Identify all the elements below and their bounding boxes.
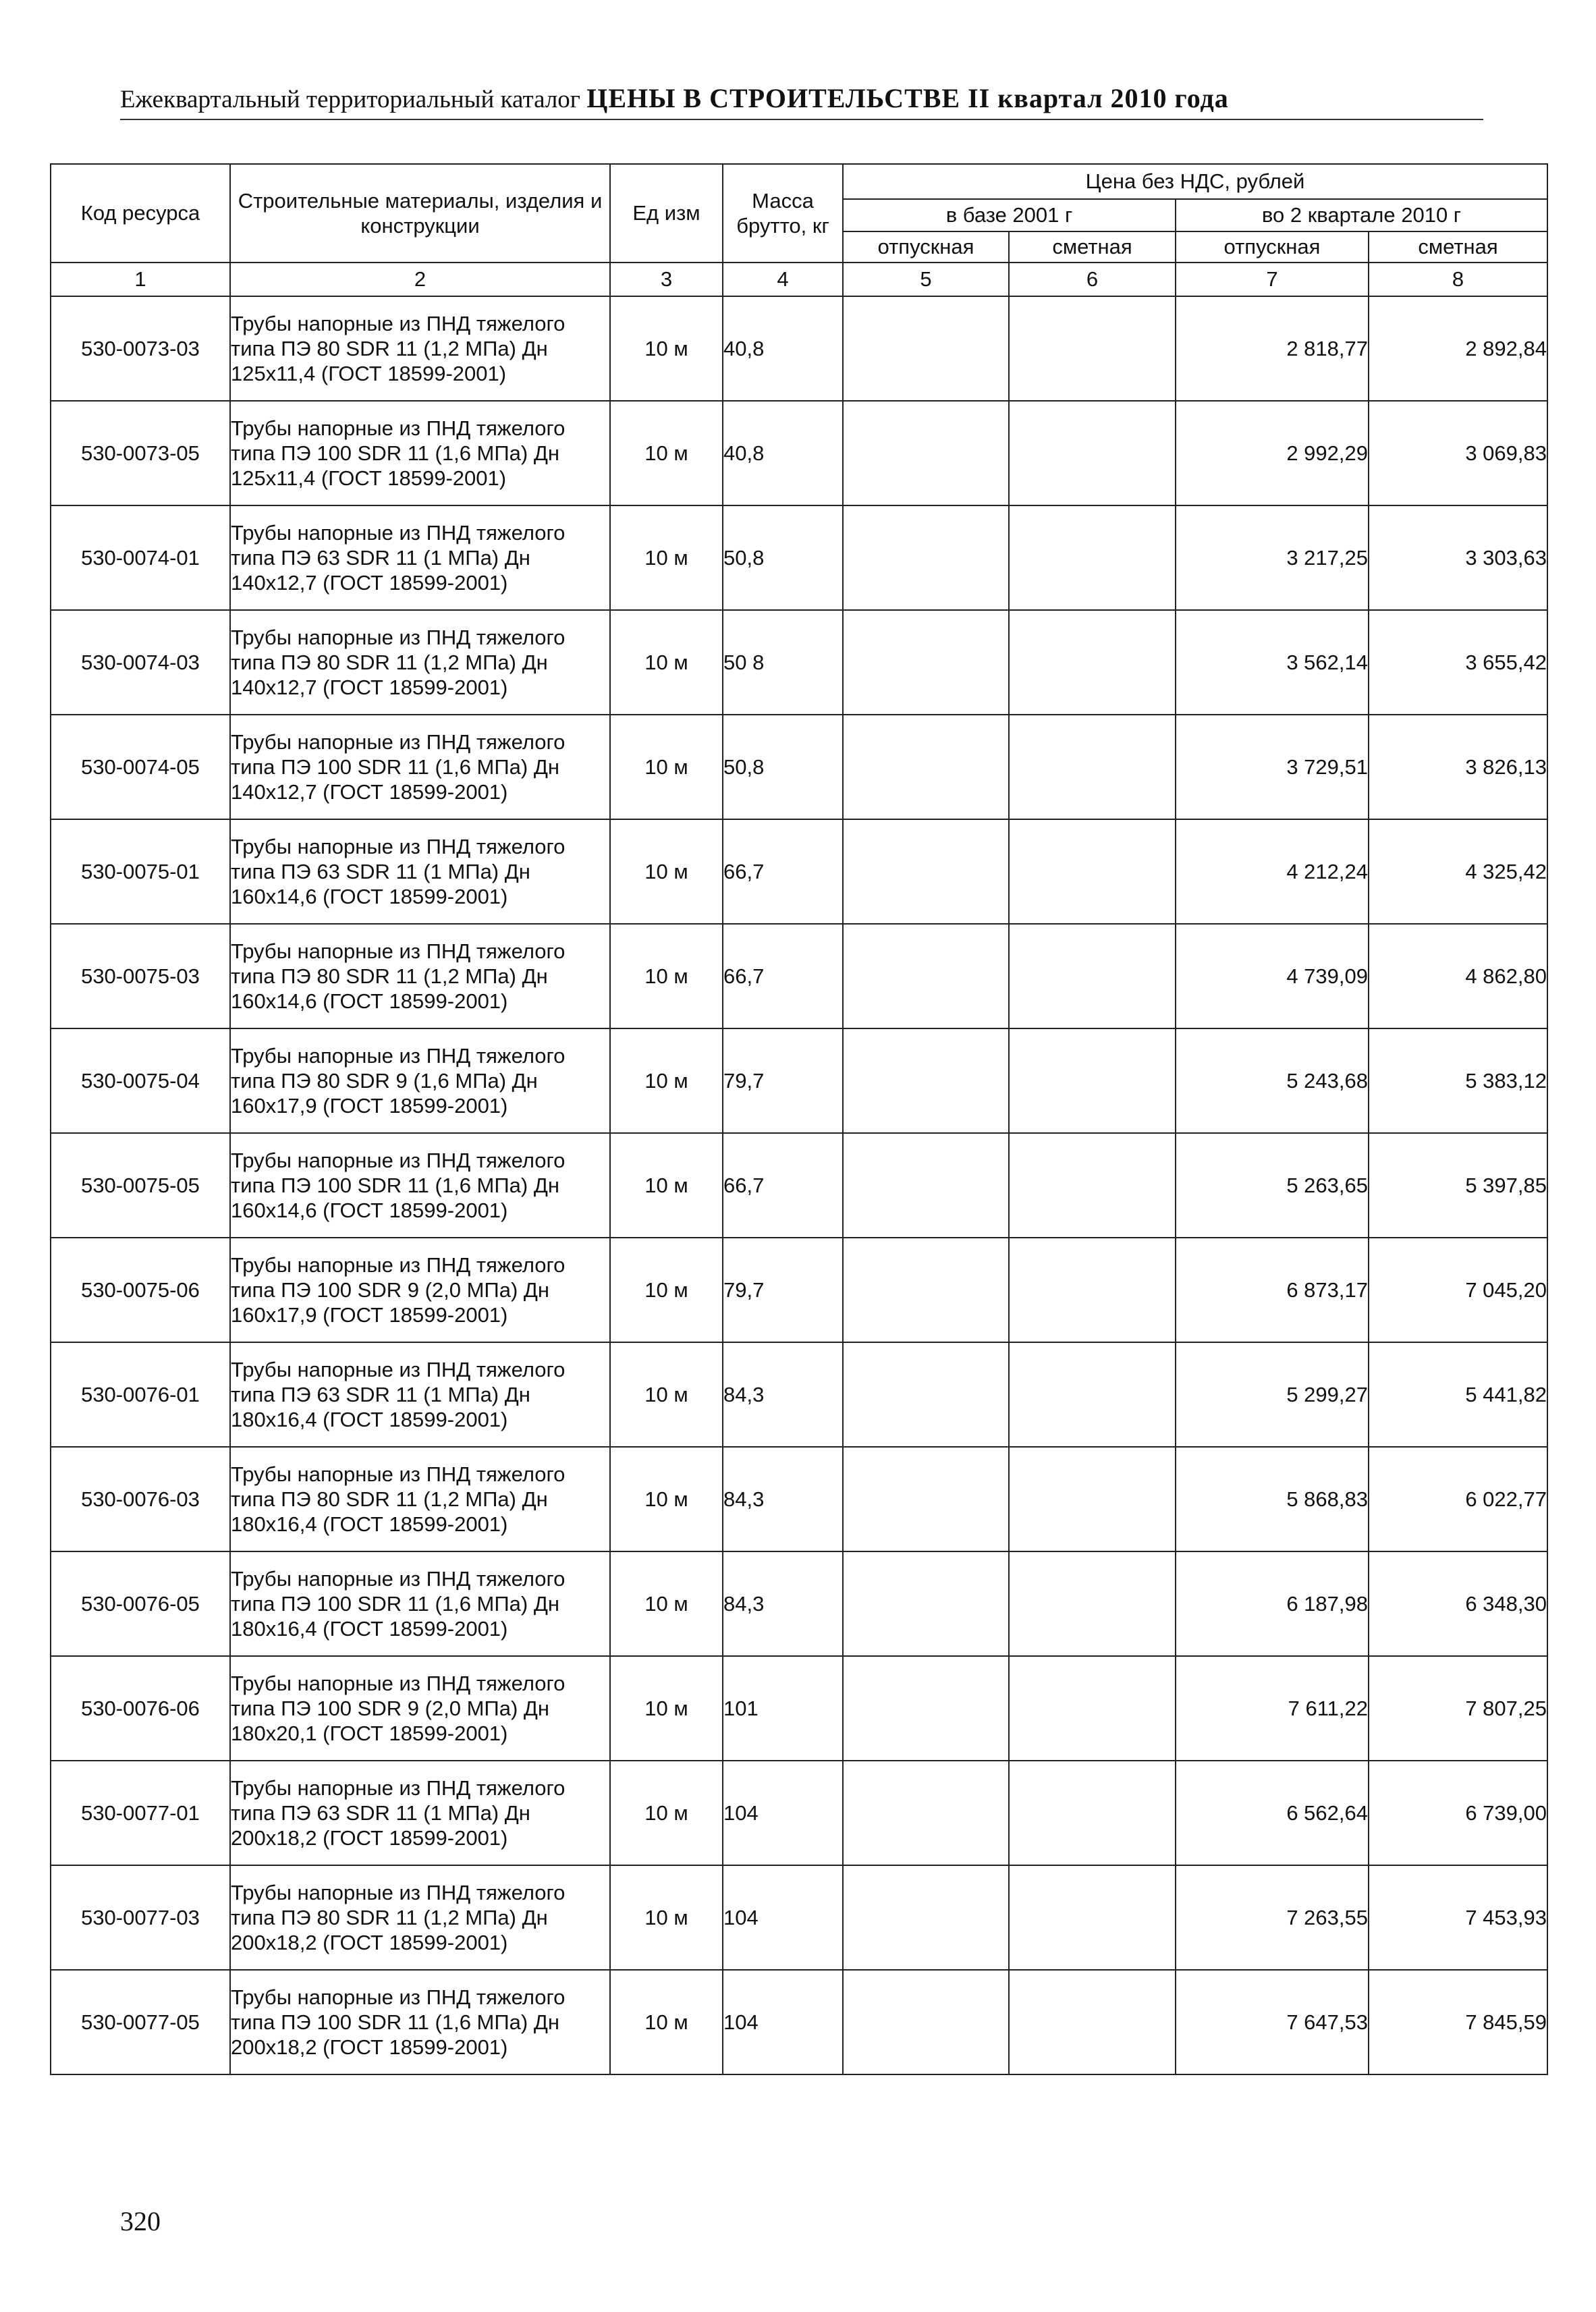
gross-mass: 101 <box>723 1656 843 1761</box>
resource-code: 530-0075-03 <box>51 924 230 1028</box>
resource-code: 530-0075-05 <box>51 1133 230 1238</box>
base-release-price <box>843 715 1009 819</box>
base-release-price <box>843 1761 1009 1865</box>
unit: 10 м <box>610 1970 723 2074</box>
catalog-title: Ежеквартальный территориальный каталог <box>120 86 580 113</box>
column-number: 3 <box>610 263 723 296</box>
resource-code: 530-0075-04 <box>51 1028 230 1133</box>
unit: 10 м <box>610 924 723 1028</box>
header-name: Строительные материалы, изделия и конструкции <box>230 164 610 263</box>
resource-code: 530-0074-01 <box>51 505 230 610</box>
unit: 10 м <box>610 1447 723 1551</box>
q2-estimate-price: 7 453,93 <box>1369 1865 1547 1970</box>
base-estimate-price <box>1009 1970 1176 2074</box>
header-base-release: отпускная <box>843 231 1009 263</box>
header-base-2001: в базе 2001 г <box>843 199 1176 231</box>
material-name: Трубы напорные из ПНД тяжелого типа ПЭ 63 SDR 11 (1 МПа) Дн 180х16,4 (ГОСТ 18599-2001) <box>230 1342 610 1447</box>
unit: 10 м <box>610 505 723 610</box>
column-number: 8 <box>1369 263 1547 296</box>
material-name: Трубы напорные из ПНД тяжелого типа ПЭ 80 SDR 11 (1,2 МПа) Дн 125х11,4 (ГОСТ 18599-2001) <box>230 296 610 401</box>
gross-mass: 40,8 <box>723 401 843 505</box>
material-name: Трубы напорные из ПНД тяжелого типа ПЭ 100 SDR 9 (2,0 МПа) Дн 180х20,1 (ГОСТ 18599-2001) <box>230 1656 610 1761</box>
table-row <box>51 819 1547 924</box>
base-estimate-price <box>1009 1656 1176 1761</box>
gross-mass: 84,3 <box>723 1447 843 1551</box>
header-unit: Ед изм <box>610 164 723 263</box>
table-row <box>51 1028 1547 1133</box>
resource-code: 530-0074-05 <box>51 715 230 819</box>
q2-estimate-price: 3 655,42 <box>1369 610 1547 715</box>
table-row <box>51 1656 1547 1761</box>
base-release-price <box>843 610 1009 715</box>
table-row <box>51 1865 1547 1970</box>
material-name: Трубы напорные из ПНД тяжелого типа ПЭ 100 SDR 11 (1,6 МПа) Дн 200х18,2 (ГОСТ 18599-2001) <box>230 1970 610 2074</box>
base-estimate-price <box>1009 401 1176 505</box>
base-estimate-price <box>1009 296 1176 401</box>
q2-estimate-price: 2 892,84 <box>1369 296 1547 401</box>
q2-release-price: 4 212,24 <box>1176 819 1369 924</box>
material-name: Трубы напорные из ПНД тяжелого типа ПЭ 80 SDR 11 (1,2 МПа) Дн 160х14,6 (ГОСТ 18599-2001) <box>230 924 610 1028</box>
table-row <box>51 1447 1547 1551</box>
base-release-price <box>843 1342 1009 1447</box>
gross-mass: 66,7 <box>723 924 843 1028</box>
table-row <box>51 715 1547 819</box>
q2-release-price: 6 873,17 <box>1176 1238 1369 1342</box>
base-estimate-price <box>1009 610 1176 715</box>
material-name: Трубы напорные из ПНД тяжелого типа ПЭ 63 SDR 11 (1 МПа) Дн 160х14,6 (ГОСТ 18599-2001) <box>230 819 610 924</box>
q2-release-price: 5 243,68 <box>1176 1028 1369 1133</box>
base-estimate-price <box>1009 924 1176 1028</box>
gross-mass: 66,7 <box>723 1133 843 1238</box>
q2-estimate-price: 3 069,83 <box>1369 401 1547 505</box>
material-name: Трубы напорные из ПНД тяжелого типа ПЭ 80 SDR 9 (1,6 МПа) Дн 160х17,9 (ГОСТ 18599-2001) <box>230 1028 610 1133</box>
resource-code: 530-0076-05 <box>51 1551 230 1656</box>
table-row <box>51 296 1547 401</box>
unit: 10 м <box>610 715 723 819</box>
unit: 10 м <box>610 1551 723 1656</box>
q2-estimate-price: 6 348,30 <box>1369 1551 1547 1656</box>
base-release-price <box>843 1970 1009 2074</box>
header-q2-estimate: сметная <box>1369 231 1547 263</box>
q2-estimate-price: 7 845,59 <box>1369 1970 1547 2074</box>
base-estimate-price <box>1009 1342 1176 1447</box>
q2-estimate-price: 6 739,00 <box>1369 1761 1547 1865</box>
unit: 10 м <box>610 296 723 401</box>
table-row <box>51 1761 1547 1865</box>
material-name: Трубы напорные из ПНД тяжелого типа ПЭ 80 SDR 11 (1,2 МПа) Дн 180х16,4 (ГОСТ 18599-2001) <box>230 1447 610 1551</box>
q2-estimate-price: 3 826,13 <box>1369 715 1547 819</box>
gross-mass: 50,8 <box>723 715 843 819</box>
column-number: 6 <box>1009 263 1176 296</box>
base-estimate-price <box>1009 505 1176 610</box>
table-row <box>51 1133 1547 1238</box>
q2-release-price: 7 611,22 <box>1176 1656 1369 1761</box>
base-release-price <box>843 1447 1009 1551</box>
gross-mass: 104 <box>723 1761 843 1865</box>
resource-code: 530-0076-06 <box>51 1656 230 1761</box>
base-release-price <box>843 1238 1009 1342</box>
table-row <box>51 505 1547 610</box>
q2-release-price: 4 739,09 <box>1176 924 1369 1028</box>
base-estimate-price <box>1009 1761 1176 1865</box>
unit: 10 м <box>610 819 723 924</box>
unit: 10 м <box>610 1656 723 1761</box>
base-release-price <box>843 401 1009 505</box>
resource-code: 530-0074-03 <box>51 610 230 715</box>
base-release-price <box>843 505 1009 610</box>
header-price: Цена без НДС, рублей <box>843 164 1547 199</box>
gross-mass: 104 <box>723 1865 843 1970</box>
column-number: 5 <box>843 263 1009 296</box>
base-estimate-price <box>1009 1447 1176 1551</box>
table-row <box>51 924 1547 1028</box>
q2-release-price: 2 992,29 <box>1176 401 1369 505</box>
resource-code: 530-0073-03 <box>51 296 230 401</box>
base-estimate-price <box>1009 1865 1176 1970</box>
material-name: Трубы напорные из ПНД тяжелого типа ПЭ 63 SDR 11 (1 МПа) Дн 200х18,2 (ГОСТ 18599-2001) <box>230 1761 610 1865</box>
base-estimate-price <box>1009 1133 1176 1238</box>
header-base-estimate: сметная <box>1009 231 1176 263</box>
q2-release-price: 6 187,98 <box>1176 1551 1369 1656</box>
table-row <box>51 1551 1547 1656</box>
column-number: 4 <box>723 263 843 296</box>
header-mass: Масса брутто, кг <box>723 164 843 263</box>
header-q2-release: отпускная <box>1176 231 1369 263</box>
column-number-row <box>51 263 1547 296</box>
unit: 10 м <box>610 1761 723 1865</box>
resource-code: 530-0076-03 <box>51 1447 230 1551</box>
base-release-price <box>843 1028 1009 1133</box>
unit: 10 м <box>610 1865 723 1970</box>
base-release-price <box>843 1656 1009 1761</box>
column-number: 7 <box>1176 263 1369 296</box>
page-number: 320 <box>120 2206 161 2236</box>
material-name: Трубы напорные из ПНД тяжелого типа ПЭ 100 SDR 11 (1,6 МПа) Дн 140х12,7 (ГОСТ 18599-2001) <box>230 715 610 819</box>
material-name: Трубы напорные из ПНД тяжелого типа ПЭ 100 SDR 9 (2,0 МПа) Дн 160х17,9 (ГОСТ 18599-2001) <box>230 1238 610 1342</box>
resource-code: 530-0076-01 <box>51 1342 230 1447</box>
material-name: Трубы напорные из ПНД тяжелого типа ПЭ 100 SDR 11 (1,6 МПа) Дн 125х11,4 (ГОСТ 18599-2001) <box>230 401 610 505</box>
base-release-price <box>843 1865 1009 1970</box>
table-row <box>51 610 1547 715</box>
catalog-edition: ЦЕНЫ В СТРОИТЕЛЬСТВЕ II квартал 2010 года <box>586 83 1229 113</box>
table-header <box>51 164 1547 296</box>
base-estimate-price <box>1009 1028 1176 1133</box>
q2-release-price: 5 263,65 <box>1176 1133 1369 1238</box>
base-estimate-price <box>1009 1238 1176 1342</box>
unit: 10 м <box>610 1028 723 1133</box>
q2-estimate-price: 6 022,77 <box>1369 1447 1547 1551</box>
gross-mass: 79,7 <box>723 1238 843 1342</box>
table-row <box>51 1238 1547 1342</box>
price-table <box>50 163 1548 2075</box>
material-name: Трубы напорные из ПНД тяжелого типа ПЭ 80 SDR 11 (1,2 МПа) Дн 200х18,2 (ГОСТ 18599-2001) <box>230 1865 610 1970</box>
gross-mass: 84,3 <box>723 1551 843 1656</box>
resource-code: 530-0075-01 <box>51 819 230 924</box>
q2-release-price: 3 562,14 <box>1176 610 1369 715</box>
header-q2-2010: во 2 квартале 2010 г <box>1176 199 1547 231</box>
table-row <box>51 1342 1547 1447</box>
gross-mass: 84,3 <box>723 1342 843 1447</box>
unit: 10 м <box>610 1342 723 1447</box>
header-code: Код ресурса <box>51 164 230 263</box>
base-estimate-price <box>1009 715 1176 819</box>
gross-mass: 50 8 <box>723 610 843 715</box>
material-name: Трубы напорные из ПНД тяжелого типа ПЭ 80 SDR 11 (1,2 МПа) Дн 140х12,7 (ГОСТ 18599-2001) <box>230 610 610 715</box>
q2-release-price: 3 729,51 <box>1176 715 1369 819</box>
gross-mass: 40,8 <box>723 296 843 401</box>
material-name: Трубы напорные из ПНД тяжелого типа ПЭ 100 SDR 11 (1,6 МПа) Дн 180х16,4 (ГОСТ 18599-2001) <box>230 1551 610 1656</box>
q2-estimate-price: 4 862,80 <box>1369 924 1547 1028</box>
q2-release-price: 3 217,25 <box>1176 505 1369 610</box>
q2-release-price: 7 263,55 <box>1176 1865 1369 1970</box>
q2-release-price: 5 299,27 <box>1176 1342 1369 1447</box>
q2-release-price: 7 647,53 <box>1176 1970 1369 2074</box>
base-release-price <box>843 296 1009 401</box>
resource-code: 530-0077-03 <box>51 1865 230 1970</box>
material-name: Трубы напорные из ПНД тяжелого типа ПЭ 63 SDR 11 (1 МПа) Дн 140х12,7 (ГОСТ 18599-2001) <box>230 505 610 610</box>
resource-code: 530-0073-05 <box>51 401 230 505</box>
q2-estimate-price: 5 383,12 <box>1369 1028 1547 1133</box>
unit: 10 м <box>610 1133 723 1238</box>
q2-estimate-price: 5 441,82 <box>1369 1342 1547 1447</box>
base-estimate-price <box>1009 819 1176 924</box>
q2-estimate-price: 7 807,25 <box>1369 1656 1547 1761</box>
base-release-price <box>843 1551 1009 1656</box>
page-header <box>120 82 1483 120</box>
base-release-price <box>843 819 1009 924</box>
gross-mass: 104 <box>723 1970 843 2074</box>
gross-mass: 50,8 <box>723 505 843 610</box>
column-number: 2 <box>230 263 610 296</box>
material-name: Трубы напорные из ПНД тяжелого типа ПЭ 100 SDR 11 (1,6 МПа) Дн 160х14,6 (ГОСТ 18599-2001) <box>230 1133 610 1238</box>
table-body <box>51 296 1547 2074</box>
base-estimate-price <box>1009 1551 1176 1656</box>
column-number: 1 <box>51 263 230 296</box>
q2-estimate-price: 4 325,42 <box>1369 819 1547 924</box>
resource-code: 530-0075-06 <box>51 1238 230 1342</box>
q2-release-price: 2 818,77 <box>1176 296 1369 401</box>
q2-release-price: 5 868,83 <box>1176 1447 1369 1551</box>
unit: 10 м <box>610 401 723 505</box>
base-release-price <box>843 924 1009 1028</box>
base-release-price <box>843 1133 1009 1238</box>
table-row <box>51 1970 1547 2074</box>
q2-release-price: 6 562,64 <box>1176 1761 1369 1865</box>
table-row <box>51 401 1547 505</box>
gross-mass: 79,7 <box>723 1028 843 1133</box>
unit: 10 м <box>610 610 723 715</box>
unit: 10 м <box>610 1238 723 1342</box>
gross-mass: 66,7 <box>723 819 843 924</box>
q2-estimate-price: 7 045,20 <box>1369 1238 1547 1342</box>
resource-code: 530-0077-05 <box>51 1970 230 2074</box>
resource-code: 530-0077-01 <box>51 1761 230 1865</box>
q2-estimate-price: 3 303,63 <box>1369 505 1547 610</box>
q2-estimate-price: 5 397,85 <box>1369 1133 1547 1238</box>
